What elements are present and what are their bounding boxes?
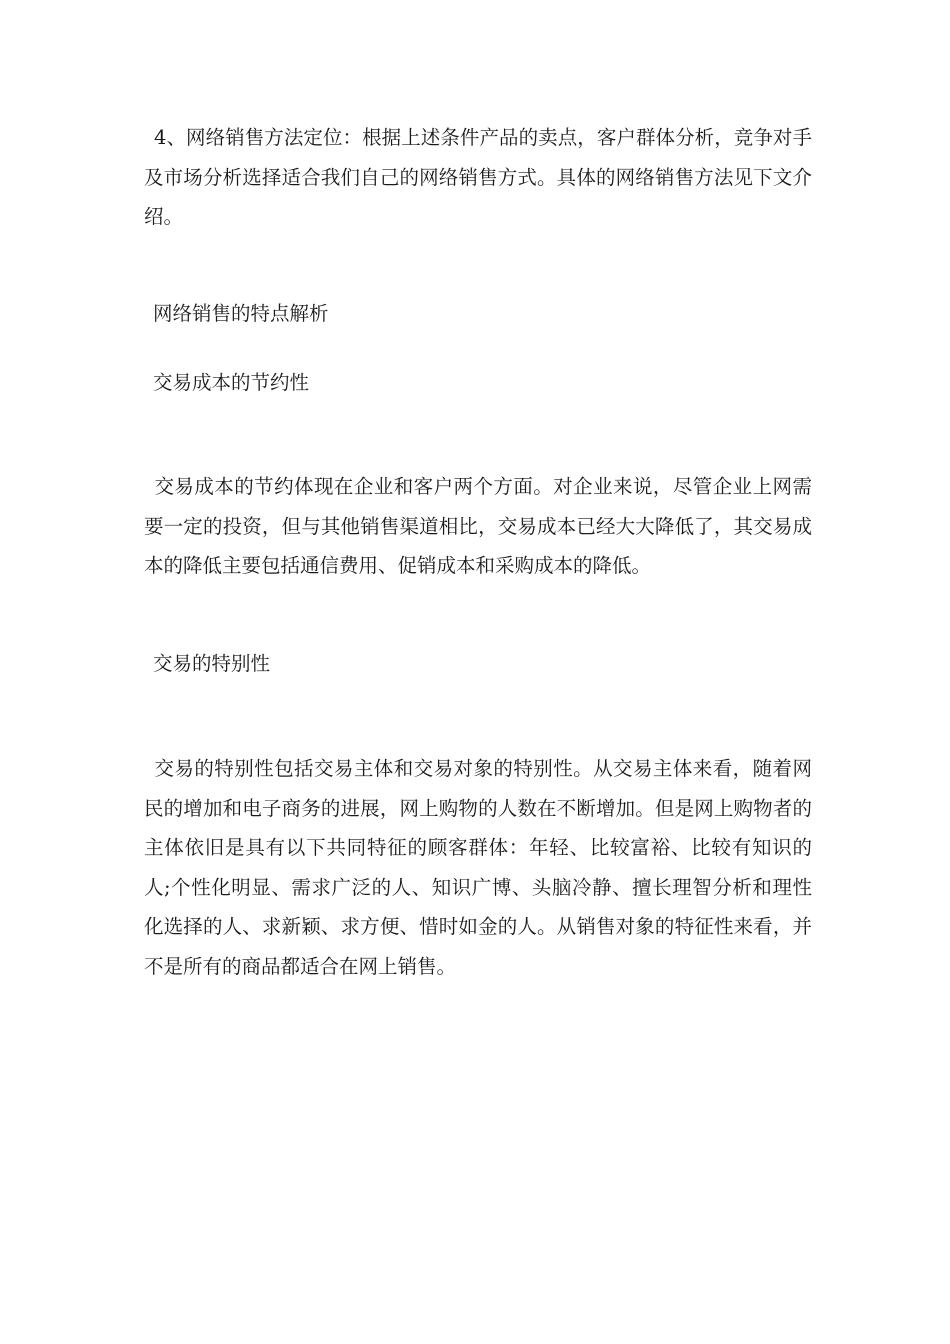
paragraph-transaction-specificity [144, 749, 812, 986]
section-heading-features: 网络销售的特点解析 [153, 302, 329, 325]
paragraph-text: 4、网络销售方法定位：根据上述条件产品的卖点，客户群体分析，竞争对手及市场分析选择适合我们自己的网络销售方式。具体的网络销售方法见下文介绍。 [144, 126, 812, 228]
subheading-cost-saving: 交易成本的节约性 [153, 371, 310, 394]
paragraph-text: 交易成本的节约体现在企业和客户两个方面。对企业来说，尽管企业上网需要一定的投资，但与其他销售渠道相比，交易成本已经大大降低了，其交易成本的降低主要包括通信费用、促销成本和采购成本的降低。 [144, 475, 812, 577]
paragraph-sales-method-positioning [144, 118, 812, 237]
subheading-transaction-specificity: 交易的特别性 [153, 652, 271, 675]
paragraph-cost-saving [144, 467, 812, 586]
paragraph-text: 交易的特别性包括交易主体和交易对象的特别性。从交易主体来看，随着网民的增加和电子商务的进展，网上购物的人数在不断增加。但是网上购物者的主体依旧是具有以下共同特征的顾客群体：年轻、比较富裕、比较有知识的人;个性化明显、需求广泛的人、知识广博、头脑冷静、擅长理智分析和理性化选择的人、求新颖、求方便、惜时如金的人。从销售对象的特征性来看，并不是所有的商品都适合在网上销售。 [144, 757, 812, 978]
